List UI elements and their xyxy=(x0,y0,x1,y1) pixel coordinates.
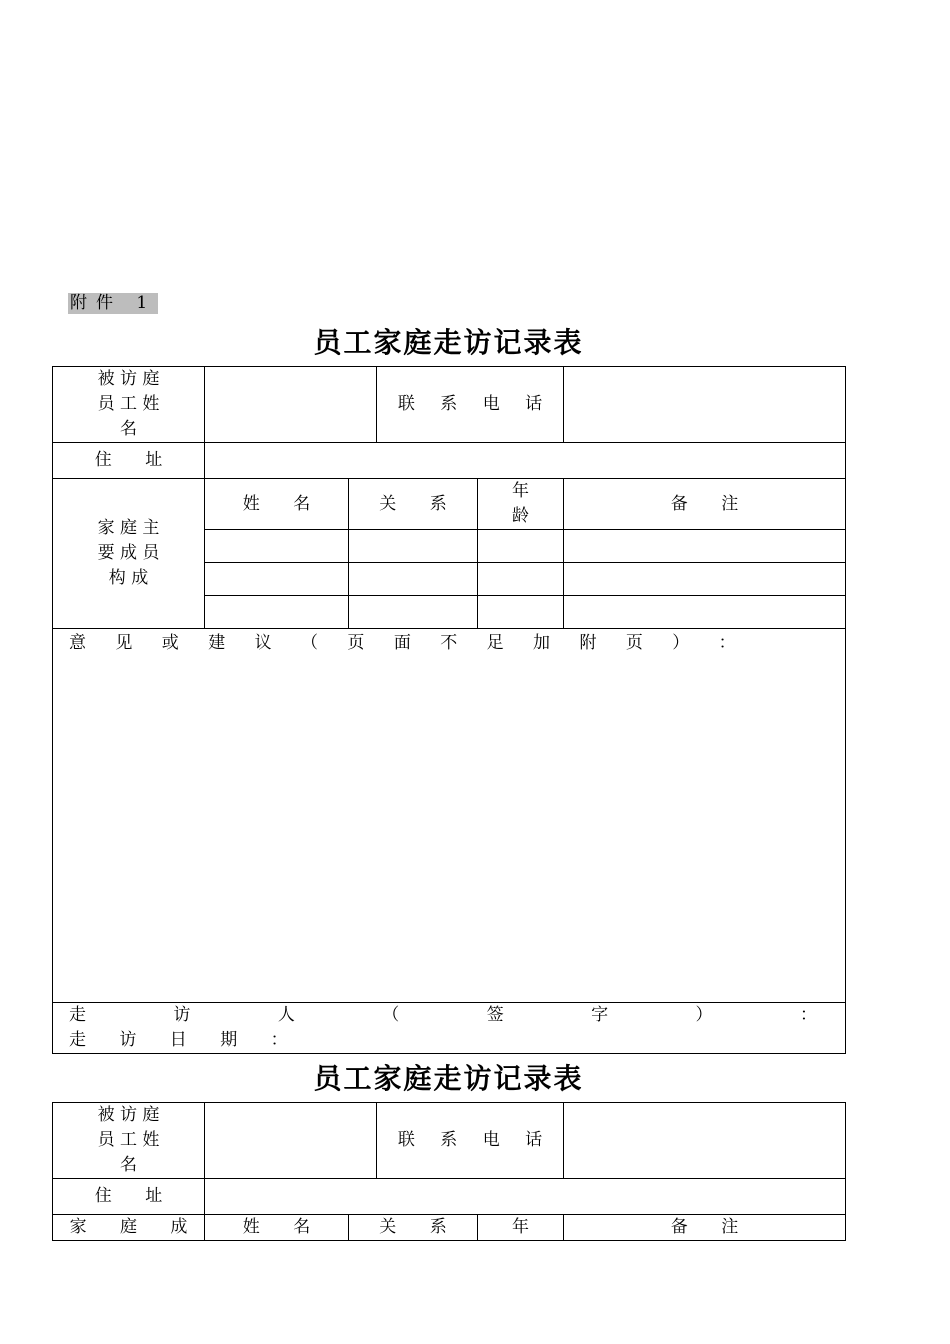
family-name-header: 姓 名 xyxy=(205,1215,349,1241)
form-title: 员工家庭走访记录表 xyxy=(313,326,584,359)
family-remark-header: 备 注 xyxy=(564,1215,846,1241)
employee-name-label xyxy=(53,1103,205,1179)
address-row xyxy=(53,443,846,479)
visitor-signature-label xyxy=(53,1003,845,1028)
family-age-header xyxy=(478,479,564,530)
label-line: 名 xyxy=(120,1155,137,1175)
visitor-char: 人 xyxy=(277,1005,295,1025)
family-header-row xyxy=(53,1215,846,1241)
label-line: 家 庭 主 xyxy=(97,518,160,538)
visitor-char: 访 xyxy=(173,1005,191,1025)
family-remark-header: 备 注 xyxy=(564,479,846,530)
family-name-cell[interactable] xyxy=(205,563,349,596)
address-field[interactable] xyxy=(205,443,846,479)
visitor-char: 字 xyxy=(591,1005,609,1025)
employee-row xyxy=(53,367,846,443)
family-relation-cell[interactable] xyxy=(349,563,478,596)
employee-name-field[interactable] xyxy=(205,1103,377,1179)
visitor-row xyxy=(53,1003,846,1054)
visit-record-table xyxy=(52,366,846,1054)
visitor-char: 签 xyxy=(486,1005,504,1025)
label-line: 被 访 庭 xyxy=(97,1105,160,1125)
employee-row xyxy=(53,1103,846,1179)
phone-field[interactable] xyxy=(564,367,846,443)
label-line: 年 xyxy=(512,481,529,501)
family-age-cell[interactable] xyxy=(478,596,564,629)
family-name-cell[interactable] xyxy=(205,596,349,629)
employee-name-field[interactable] xyxy=(205,367,377,443)
visitor-char: 走 xyxy=(69,1005,86,1025)
family-name-header: 姓 名 xyxy=(205,479,349,530)
address-row xyxy=(53,1179,846,1215)
label-line: 员 工 姓 xyxy=(97,1130,160,1150)
opinion-row xyxy=(53,629,846,1003)
phone-label: 联 系 电 话 xyxy=(377,1103,564,1179)
visit-record-table-2 xyxy=(52,1102,846,1241)
visit-date-label: 走 访 日 期 ： xyxy=(69,1030,302,1050)
family-relation-header: 关 系 xyxy=(349,1215,478,1241)
family-remark-cell[interactable] xyxy=(564,530,846,563)
family-age-header: 年 xyxy=(478,1215,564,1241)
visitor-signature-field[interactable] xyxy=(53,1003,846,1054)
visitor-char: ： xyxy=(799,1005,817,1025)
label-line: 被 访 庭 xyxy=(97,369,160,389)
label-line: 员 工 姓 xyxy=(97,394,160,414)
address-label: 住 址 xyxy=(53,1179,205,1215)
family-remark-cell[interactable] xyxy=(564,596,846,629)
label-line: 龄 xyxy=(512,506,529,526)
phone-label: 联 系 电 话 xyxy=(377,367,564,443)
visitor-char: ） xyxy=(695,1005,713,1025)
family-relation-cell[interactable] xyxy=(349,596,478,629)
family-header-row xyxy=(53,479,846,530)
opinion-field[interactable] xyxy=(53,629,846,1003)
visitor-char: （ xyxy=(382,1005,400,1025)
family-members-label: 家 庭 成 xyxy=(53,1215,205,1241)
form-title-2: 员工家庭走访记录表 xyxy=(313,1062,584,1095)
family-relation-header: 关 系 xyxy=(349,479,478,530)
family-relation-cell[interactable] xyxy=(349,530,478,563)
address-label: 住 址 xyxy=(53,443,205,479)
employee-name-label xyxy=(53,367,205,443)
address-field[interactable] xyxy=(205,1179,846,1215)
attachment-label: 附件 1 xyxy=(70,293,157,313)
family-members-label xyxy=(53,479,205,629)
label-line: 要 成 员 xyxy=(97,543,160,563)
opinion-label: 意 见 或 建 议 （ 页 面 不 足 加 附 页 ） ： xyxy=(69,633,748,653)
family-remark-cell[interactable] xyxy=(564,563,846,596)
label-line: 构 成 xyxy=(108,568,149,588)
phone-field[interactable] xyxy=(564,1103,846,1179)
family-age-cell[interactable] xyxy=(478,563,564,596)
label-line: 名 xyxy=(120,419,137,439)
family-name-cell[interactable] xyxy=(205,530,349,563)
family-age-cell[interactable] xyxy=(478,530,564,563)
